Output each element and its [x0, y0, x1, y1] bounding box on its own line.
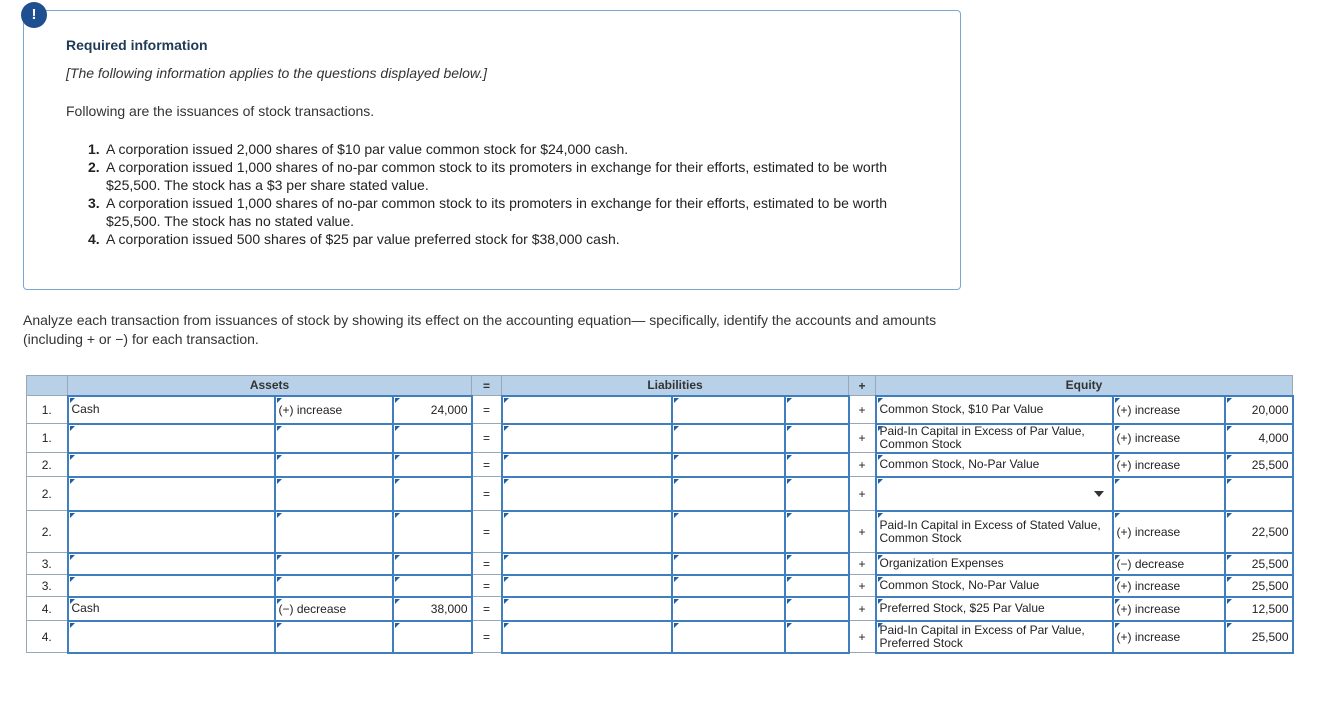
equals-sign: =: [472, 511, 502, 553]
plus-sign: +: [849, 453, 876, 477]
liability-account-input[interactable]: [502, 575, 672, 597]
asset-account-input[interactable]: Cash: [68, 597, 275, 621]
table-row: [27, 597, 1293, 621]
item-number: 3.: [88, 195, 100, 211]
asset-amount-input[interactable]: [393, 511, 472, 553]
asset-account-input[interactable]: [68, 424, 275, 453]
equals-sign: =: [472, 621, 502, 653]
table-row: [27, 575, 1293, 597]
equity-account-select[interactable]: Preferred Stock, $25 Par Value: [876, 597, 1113, 621]
asset-effect-select[interactable]: [275, 477, 393, 511]
equity-effect-select[interactable]: (+) increase: [1113, 621, 1225, 653]
equals-sign: =: [472, 453, 502, 477]
liability-amount-input[interactable]: [785, 621, 849, 653]
liability-amount-input[interactable]: [785, 477, 849, 511]
equity-effect-select[interactable]: [1113, 477, 1225, 511]
plus-sign: +: [849, 553, 876, 575]
info-lead: Following are the issuances of stock transactions.: [66, 103, 375, 119]
asset-effect-select[interactable]: (+) increase: [275, 396, 393, 424]
instructions: Analyze each transaction from issuances of stock by showing its effect on the accounting equation— specifically, identify the accounts and amounts (including + or −) for each transaction.: [23, 312, 937, 347]
liability-account-input[interactable]: [502, 453, 672, 477]
asset-account-input[interactable]: [68, 511, 275, 553]
row-number: 3.: [27, 553, 68, 575]
liability-account-input[interactable]: [502, 396, 672, 424]
item-text: A corporation issued 2,000 shares of $10 par value common stock for $24,000 cash.: [106, 141, 629, 157]
item-text: A corporation issued 500 shares of $25 par value preferred stock for $38,000 cash.: [106, 231, 620, 247]
plus-sign: +: [849, 597, 876, 621]
liability-effect-select[interactable]: [672, 597, 785, 621]
asset-account-input[interactable]: Cash: [68, 396, 275, 424]
liability-amount-input[interactable]: [785, 453, 849, 477]
liability-account-input[interactable]: [502, 477, 672, 511]
equity-amount-input[interactable]: 25,500: [1225, 621, 1293, 653]
plus-sign: +: [849, 477, 876, 511]
equity-account-select[interactable]: Organization Expenses: [876, 553, 1113, 575]
equals-sign: =: [472, 477, 502, 511]
plus-sign: +: [849, 424, 876, 453]
liability-effect-select[interactable]: [672, 424, 785, 453]
item-text: A corporation issued 1,000 shares of no-par common stock to its promoters in exchange for their efforts, estimated to be worth $25,500. The stock has no stated value.: [106, 195, 888, 229]
asset-effect-select[interactable]: (−) decrease: [275, 597, 393, 621]
equity-account-select[interactable]: [876, 477, 1113, 511]
asset-amount-input[interactable]: 38,000: [393, 597, 472, 621]
equity-effect-select[interactable]: (+) increase: [1113, 396, 1225, 424]
required-information-box: [23, 10, 961, 290]
item-number: 4.: [88, 231, 100, 247]
transaction-item: [88, 194, 918, 230]
liability-amount-input[interactable]: [785, 511, 849, 553]
liability-effect-select[interactable]: [672, 621, 785, 653]
equity-amount-input[interactable]: 12,500: [1225, 597, 1293, 621]
liability-account-input[interactable]: [502, 553, 672, 575]
asset-effect-select[interactable]: [275, 424, 393, 453]
asset-amount-input[interactable]: [393, 621, 472, 653]
table-row: [27, 621, 1293, 653]
plus-sign: +: [849, 575, 876, 597]
asset-effect-select[interactable]: [275, 553, 393, 575]
equity-amount-input[interactable]: 22,500: [1225, 511, 1293, 553]
asset-effect-select[interactable]: [275, 453, 393, 477]
equity-amount-input[interactable]: 25,500: [1225, 553, 1293, 575]
asset-effect-select[interactable]: [275, 511, 393, 553]
liability-effect-select[interactable]: [672, 575, 785, 597]
asset-account-input[interactable]: [68, 477, 275, 511]
table-row: [27, 424, 1293, 453]
table-row: [27, 477, 1293, 511]
asset-effect-select[interactable]: [275, 621, 393, 653]
transaction-item: [88, 158, 918, 194]
asset-amount-input[interactable]: [393, 575, 472, 597]
equity-amount-input[interactable]: 25,500: [1225, 453, 1293, 477]
info-title: Required information: [66, 37, 208, 53]
header-blank: [27, 376, 68, 396]
liability-effect-select[interactable]: [672, 396, 785, 424]
equity-amount-input[interactable]: [1225, 477, 1293, 511]
liability-account-input[interactable]: [502, 597, 672, 621]
item-text: A corporation issued 1,000 shares of no-par common stock to its promoters in exchange for their efforts, estimated to be worth $25,500. The stock has a $3 per share stated value.: [106, 159, 888, 193]
equity-account-select[interactable]: Paid-In Capital in Excess of Par Value, Preferred Stock: [876, 621, 1113, 653]
equity-amount-input[interactable]: 4,000: [1225, 424, 1293, 453]
equity-account-select[interactable]: Common Stock, No-Par Value: [876, 575, 1113, 597]
row-number: 2.: [27, 477, 68, 511]
header-equity: Equity: [876, 376, 1293, 396]
table-row: [27, 453, 1293, 477]
plus-sign: +: [849, 396, 876, 424]
asset-account-input[interactable]: [68, 621, 275, 653]
liability-amount-input[interactable]: [785, 597, 849, 621]
row-number: 2.: [27, 453, 68, 477]
transaction-item: [88, 230, 918, 248]
equals-sign: =: [472, 597, 502, 621]
equals-sign: =: [472, 553, 502, 575]
asset-amount-input[interactable]: [393, 424, 472, 453]
equity-effect-select[interactable]: (+) increase: [1113, 424, 1225, 453]
chevron-down-icon[interactable]: [1094, 491, 1104, 497]
liability-effect-select[interactable]: [672, 477, 785, 511]
liability-account-input[interactable]: [502, 511, 672, 553]
table-row: [27, 553, 1293, 575]
liability-effect-select[interactable]: [672, 553, 785, 575]
equity-effect-select[interactable]: (+) increase: [1113, 597, 1225, 621]
equals-sign: =: [472, 575, 502, 597]
row-number: 1.: [27, 396, 68, 424]
liability-amount-input[interactable]: [785, 575, 849, 597]
asset-account-input[interactable]: [68, 453, 275, 477]
liability-effect-select[interactable]: [672, 453, 785, 477]
header-assets: Assets: [68, 376, 472, 396]
equity-effect-select[interactable]: (+) increase: [1113, 453, 1225, 477]
row-number: 1.: [27, 424, 68, 453]
equals-sign: =: [472, 396, 502, 424]
row-number: 2.: [27, 511, 68, 553]
table-header-row: [27, 376, 1293, 396]
header-liabilities: Liabilities: [502, 376, 849, 396]
equity-account-select[interactable]: Common Stock, $10 Par Value: [876, 396, 1113, 424]
row-number: 4.: [27, 597, 68, 621]
transaction-item: [88, 140, 918, 158]
header-plus: +: [849, 376, 876, 396]
asset-effect-select[interactable]: [275, 575, 393, 597]
asset-amount-input[interactable]: [393, 453, 472, 477]
transaction-list: [88, 140, 918, 248]
equity-account-select[interactable]: Common Stock, No-Par Value: [876, 453, 1113, 477]
header-equals: =: [472, 376, 502, 396]
accounting-equation-table: [26, 375, 1294, 654]
equity-amount-input[interactable]: 25,500: [1225, 575, 1293, 597]
asset-amount-input[interactable]: [393, 553, 472, 575]
item-number: 2.: [88, 159, 100, 175]
row-number: 4.: [27, 621, 68, 653]
equity-effect-select[interactable]: (+) increase: [1113, 575, 1225, 597]
equity-effect-select[interactable]: (+) increase: [1113, 511, 1225, 553]
equity-account-select[interactable]: Paid-In Capital in Excess of Par Value, Common Stock: [876, 424, 1113, 453]
equity-amount-input[interactable]: 20,000: [1225, 396, 1293, 424]
info-note: [The following information applies to the questions displayed below.]: [66, 65, 488, 81]
plus-sign: +: [849, 511, 876, 553]
row-number: 3.: [27, 575, 68, 597]
plus-sign: +: [849, 621, 876, 653]
liability-effect-select[interactable]: [672, 511, 785, 553]
alert-icon: !: [21, 2, 47, 28]
liability-amount-input[interactable]: [785, 553, 849, 575]
asset-amount-input[interactable]: 24,000: [393, 396, 472, 424]
table-row: [27, 511, 1293, 553]
item-number: 1.: [88, 141, 100, 157]
equity-account-select[interactable]: Paid-In Capital in Excess of Stated Value, Common Stock: [876, 511, 1113, 553]
liability-account-input[interactable]: [502, 424, 672, 453]
liability-amount-input[interactable]: [785, 424, 849, 453]
asset-account-input[interactable]: [68, 575, 275, 597]
liability-amount-input[interactable]: [785, 396, 849, 424]
table-row: [27, 396, 1293, 424]
liability-account-input[interactable]: [502, 621, 672, 653]
equals-sign: =: [472, 424, 502, 453]
asset-account-input[interactable]: [68, 553, 275, 575]
asset-amount-input[interactable]: [393, 477, 472, 511]
equity-effect-select[interactable]: (−) decrease: [1113, 553, 1225, 575]
